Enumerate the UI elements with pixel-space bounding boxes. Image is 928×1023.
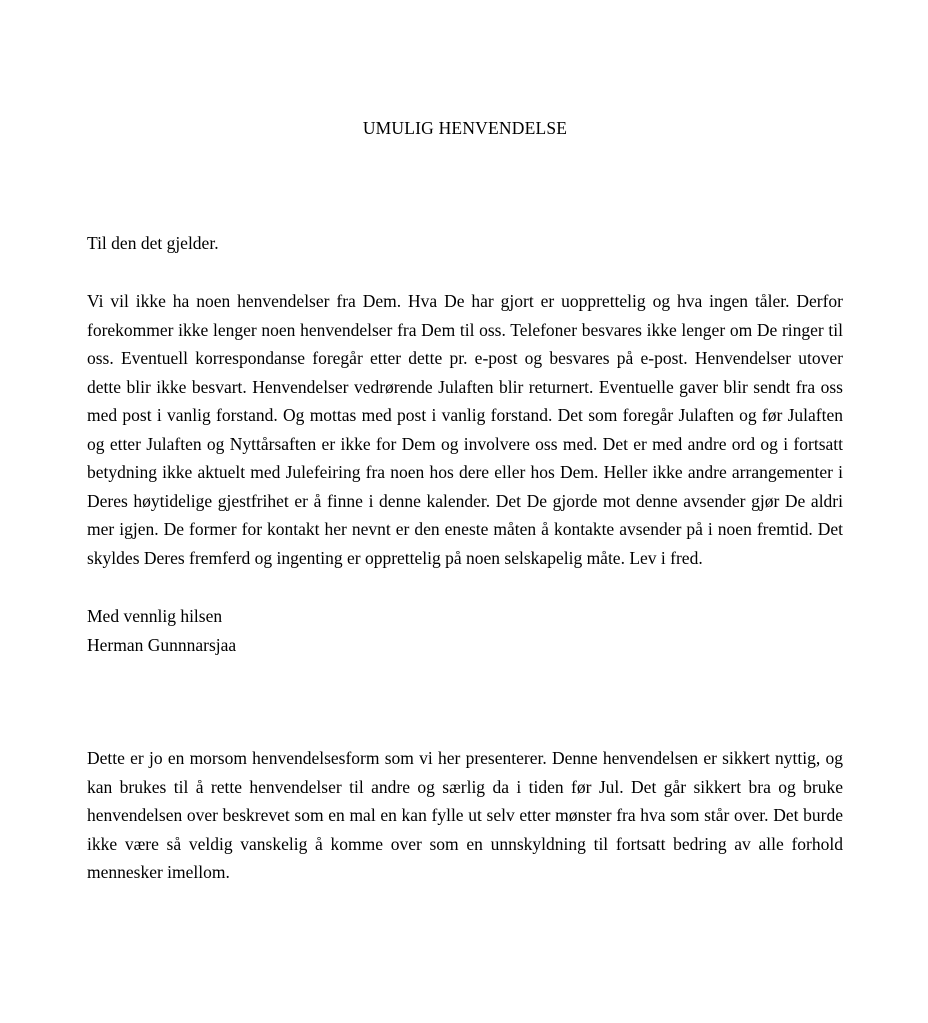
closing-line: Med vennlig hilsen: [87, 606, 223, 626]
document-title: UMULIG HENVENDELSE: [362, 118, 568, 138]
signature-name: Herman Gunnnarsjaa: [87, 634, 237, 655]
commentary-paragraph: Dette er jo en morsom henvendelsesform som vi her presenterer. Denne henvendelsen er sikkert nyttig, og kan brukes til å rette henvendelser til andre og særlig da i tiden før Jul. Det går sikkert bra og bruke henvendelsen over beskrevet som en mal en kan fylle ut selv etter mønster fra hva som står over. Det burde ikke være så veldig vanskelig å komme over som en unnskyldning til fortsatt bedring av alle forhold mennesker imellom.: [87, 748, 843, 882]
salutation-line: Til den det gjelder.: [87, 232, 219, 253]
letter-body-paragraph: Vi vil ikke ha noen henvendelser fra Dem. Hva De har gjort er uopprettelig og hva ingen tåler. Derfor forekommer ikke lenger noen henvendelser fra Dem til oss. Telefoner besvares ikke lenger om De ringer til oss. Eventuell korrespondanse foregår etter dette pr. e-post og besvares på e-post. Henvendelser utover dette blir ikke besvart. Henvendelser vedrørende Julaften blir returnert. Eventuelle gaver blir sendt fra oss med post i vanlig forstand. Og mottas med post i vanlig forstand. Det som foregår Julaften og før Julaften og etter Julaften og Nyttårsaften er ikke for Dem og involvere oss med. Det er med andre ord og i fortsatt betydning ikke aktuelt med Julefeiring fra noen hos dere eller hos Dem. Heller ikke andre arrangementer i Deres høytidelige gjestfrihet er å finne i denne kalender. Det De gjorde mot denne avsender gjør De aldri mer igjen. De former for kontakt her nevnt er den eneste måten å kontakte avsender på i noen fremtid. Det skyldes Deres fremferd og ingenting er opprettelig på noen selskapelig måte. Lev i fred.: [87, 291, 843, 568]
